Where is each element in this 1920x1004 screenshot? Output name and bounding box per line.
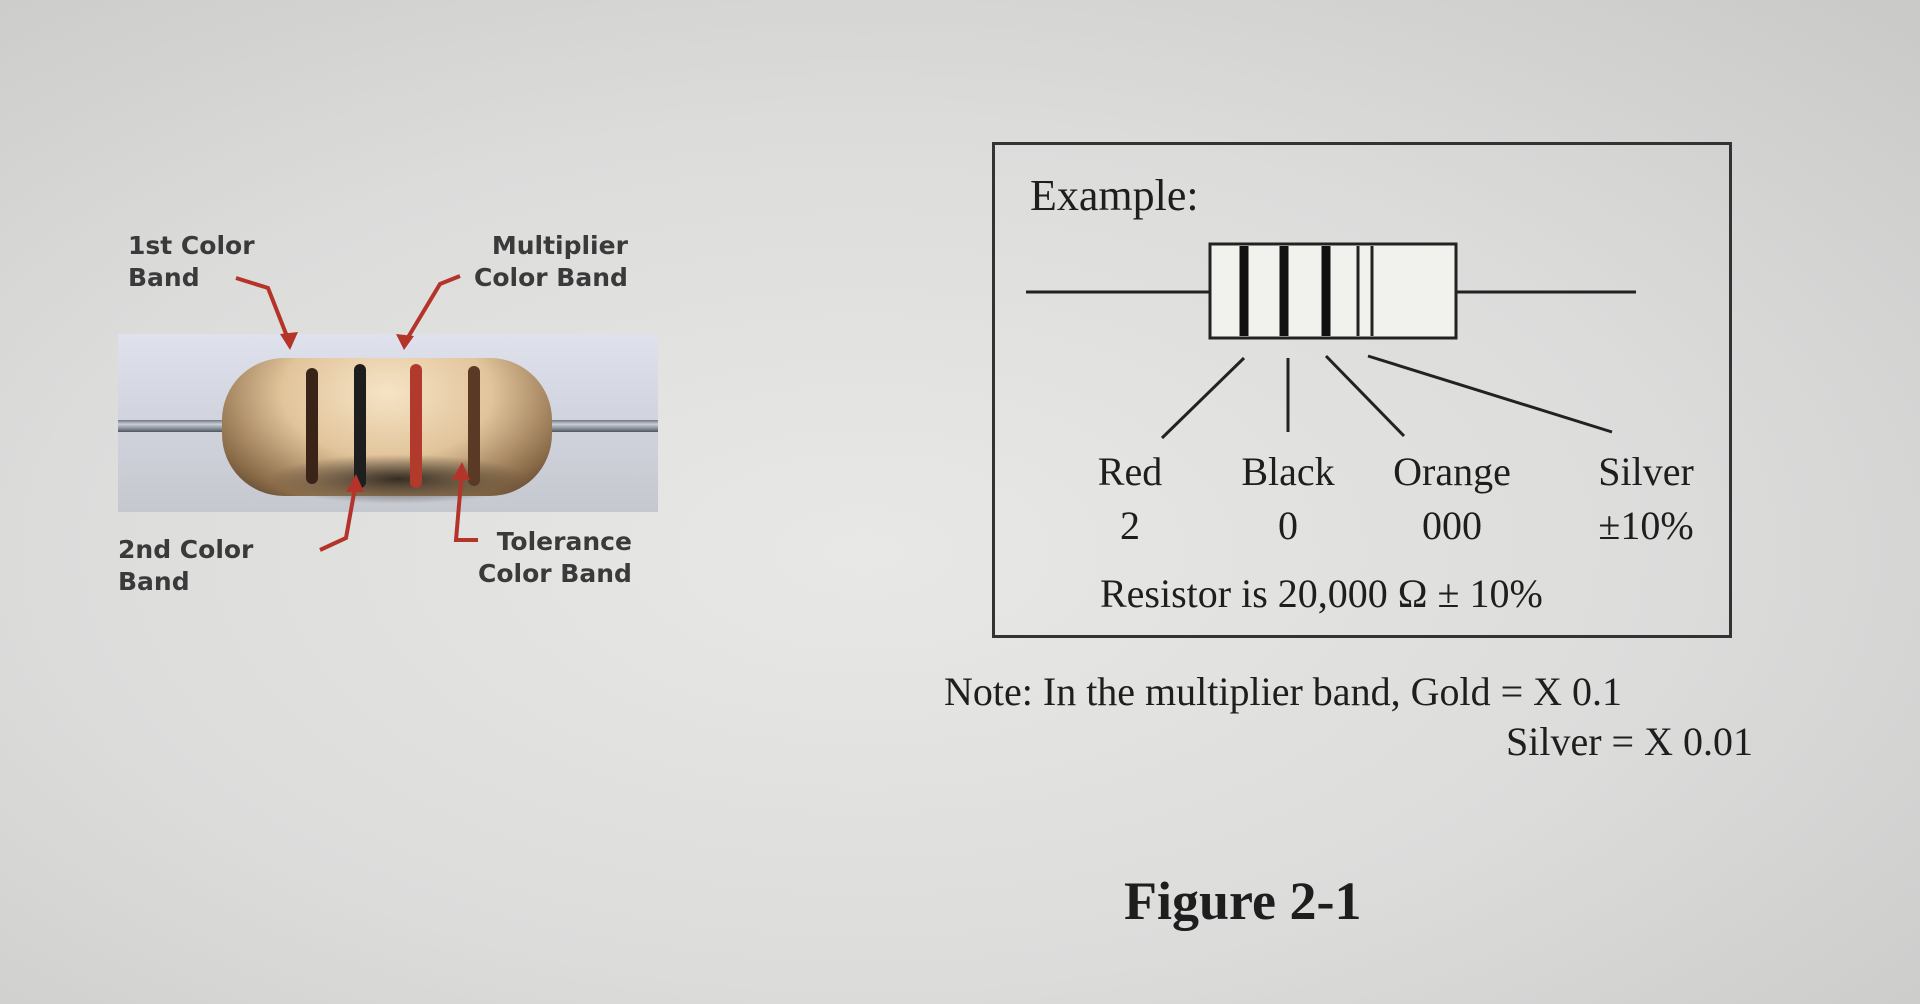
multiplier-band-arrowhead [396, 334, 414, 350]
figure-title: Figure 2-1 [1124, 871, 1362, 931]
example-title: Example: [1030, 171, 1199, 220]
second-band-arrowhead [346, 474, 364, 492]
band-red-value: 2 [1120, 503, 1140, 548]
band-black-name: Black [1241, 449, 1335, 494]
tolerance-band-arrowhead [452, 462, 470, 480]
band-red-name: Red [1097, 449, 1163, 494]
band-orange-value: 000 [1422, 503, 1482, 548]
multiplier-band-callout: Multiplier Color Band [474, 231, 628, 292]
note-line-1: Note: In the multiplier band, Gold = X 0.1 [944, 669, 1623, 714]
band-orange-name: Orange [1393, 449, 1511, 494]
first-band-callout: 1st Color Band [128, 231, 255, 292]
tolerance-band-arrow [456, 470, 478, 540]
band-black-value: 0 [1278, 503, 1298, 548]
pointer-orange [1326, 356, 1404, 436]
second-band-arrow [320, 482, 356, 550]
pointer-silver [1368, 356, 1612, 432]
pointer-red [1162, 358, 1244, 438]
band-silver-name: Silver [1598, 449, 1694, 494]
first-band-arrowhead [280, 332, 298, 350]
band-silver-value: ±10% [1598, 503, 1694, 548]
resistance-summary: Resistor is 20,000 Ω ± 10% [1100, 571, 1543, 616]
second-band-callout: 2nd Color Band [118, 535, 254, 596]
multiplier-band-arrow [404, 276, 460, 344]
note-line-2: Silver = X 0.01 [1506, 719, 1753, 764]
tolerance-band-callout: Tolerance Color Band [478, 527, 632, 588]
